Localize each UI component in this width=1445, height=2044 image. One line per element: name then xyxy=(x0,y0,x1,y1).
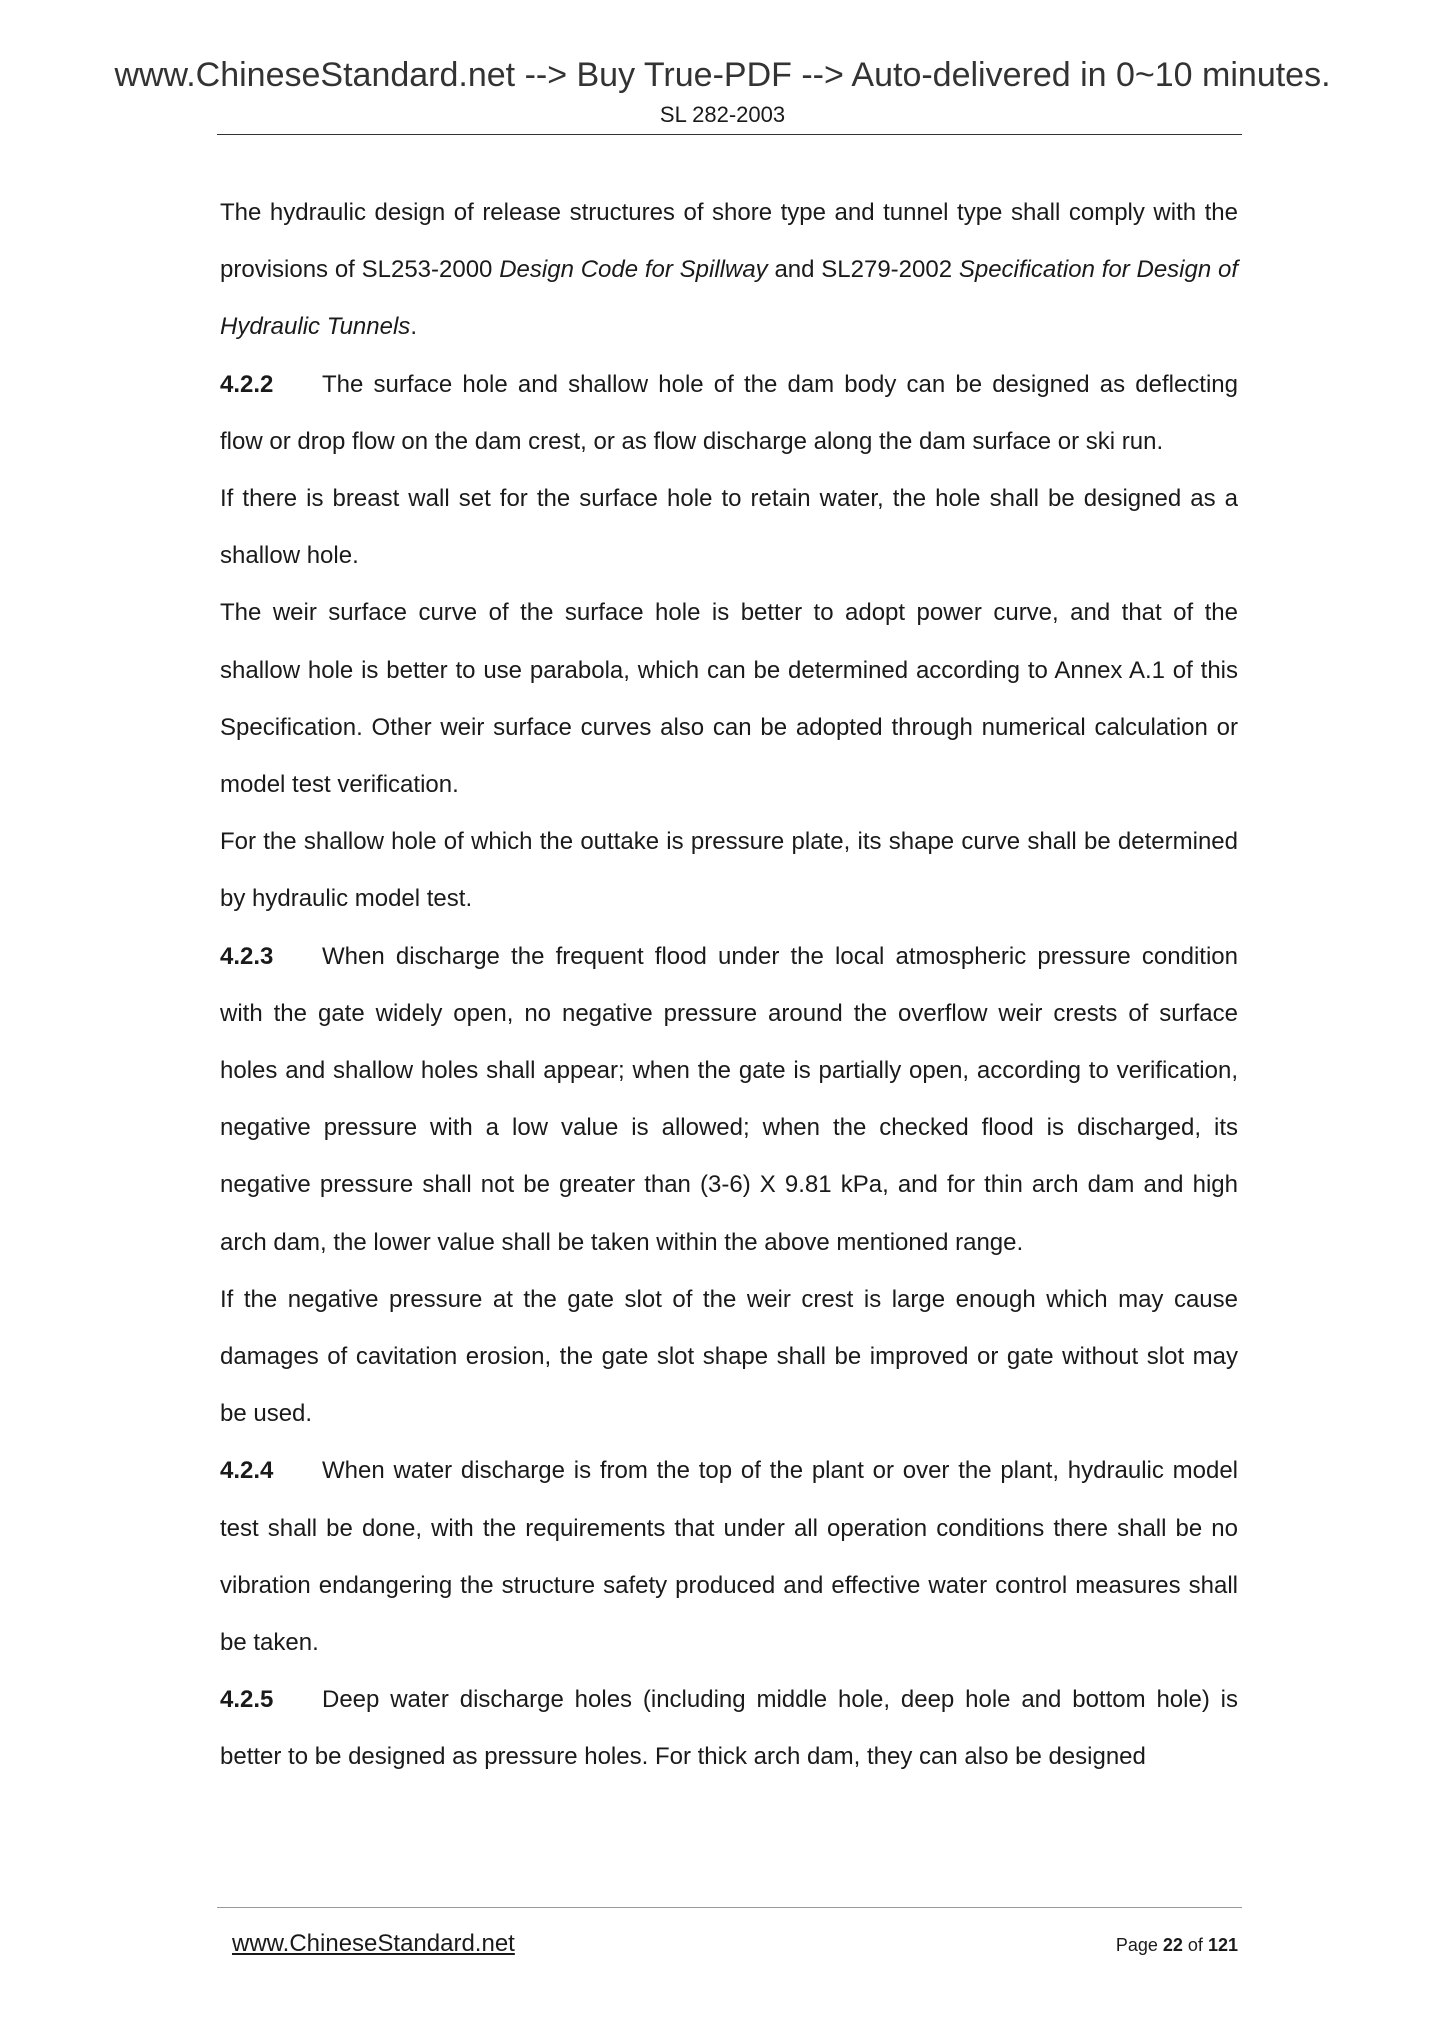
of-word: of xyxy=(1187,1935,1203,1955)
clause-text: The surface hole and shallow hole of the dam body can be designed as deflecting flow or drop flow on the dam crest, or as flow discharge along the dam surface or ski run. xyxy=(220,370,1238,455)
footer-site-link[interactable]: www.ChineseStandard.net xyxy=(232,1930,515,1957)
site-banner: www.ChineseStandard.net --> Buy True-PDF --> Auto-delivered in 0~10 minutes. xyxy=(114,56,1331,94)
clause-number: 4.2.2 xyxy=(220,370,274,398)
clause-text: Deep water discharge holes (including middle hole, deep hole and bottom hole) is better to be designed as pressure holes. For thick arch dam, they can also be designed xyxy=(220,1686,1238,1771)
clause-number: 4.2.4 xyxy=(220,1457,274,1485)
total-pages: 121 xyxy=(1207,1935,1238,1955)
footer-divider xyxy=(217,1907,1242,1908)
clause-4-2-3 xyxy=(220,928,1238,1271)
page-number xyxy=(1116,1936,1238,1954)
document-body xyxy=(220,184,1238,1786)
paragraph-release-structures xyxy=(220,184,1238,356)
current-page: 22 xyxy=(1162,1935,1183,1955)
cited-title-spillway: Design Code for Spillway xyxy=(499,256,768,284)
clause-number: 4.2.5 xyxy=(220,1686,274,1714)
standard-code-header: SL 282-2003 xyxy=(659,102,786,127)
paragraph-text: . xyxy=(410,313,417,341)
clause-number: 4.2.3 xyxy=(220,942,274,970)
clause-4-2-5 xyxy=(220,1671,1238,1785)
paragraph-gate-slot: If the negative pressure at the gate slot of the weir crest is large enough which may cause damages of cavitation erosion, the gate slot shape shall be improved or gate without slot may be used. xyxy=(220,1285,1238,1428)
paragraph-text: and SL279-2002 xyxy=(767,256,959,284)
paragraph-text: The hydraulic design of release structures of shore type and tunnel type shall comply with the provisions of SL253-2000 xyxy=(220,199,1238,284)
paragraph-weir-curve: The weir surface curve of the surface hole is better to adopt power curve, and that of the shallow hole is better to use parabola, which can be determined according to Annex A.1 of this Specification. Other weir surface curves also can be adopted through numerical calculation or model test verification. xyxy=(220,599,1238,799)
clause-4-2-4 xyxy=(220,1442,1238,1671)
page-word: Page xyxy=(1115,1935,1158,1955)
clause-4-2-2 xyxy=(220,356,1238,470)
paragraph-outtake: For the shallow hole of which the outtake is pressure plate, its shape curve shall be determined by hydraulic model test. xyxy=(220,828,1238,913)
paragraph-breast-wall: If there is breast wall set for the surface hole to retain water, the hole shall be designed as a shallow hole. xyxy=(220,485,1238,570)
clause-text: When discharge the frequent flood under the local atmospheric pressure condition with the gate widely open, no negative pressure around the overflow weir crests of surface holes and shallow holes shall appear; when the gate is partially open, according to verification, negative pressure with a low value is allowed; when the checked flood is discharged, its negative pressure shall not be greater than (3-6) X 9.81 kPa, and for thin arch dam and high arch dam, the lower value shall be taken within the above mentioned range. xyxy=(220,942,1238,1256)
header-divider xyxy=(217,134,1242,135)
cited-title-tunnels: Specification for Design of Hydraulic Tunnels xyxy=(220,256,1239,341)
clause-text: When water discharge is from the top of the plant or over the plant, hydraulic model test shall be done, with the requirements that under all operation conditions there shall be no vibration endangering the structure safety produced and effective water control measures shall be taken. xyxy=(220,1457,1238,1657)
